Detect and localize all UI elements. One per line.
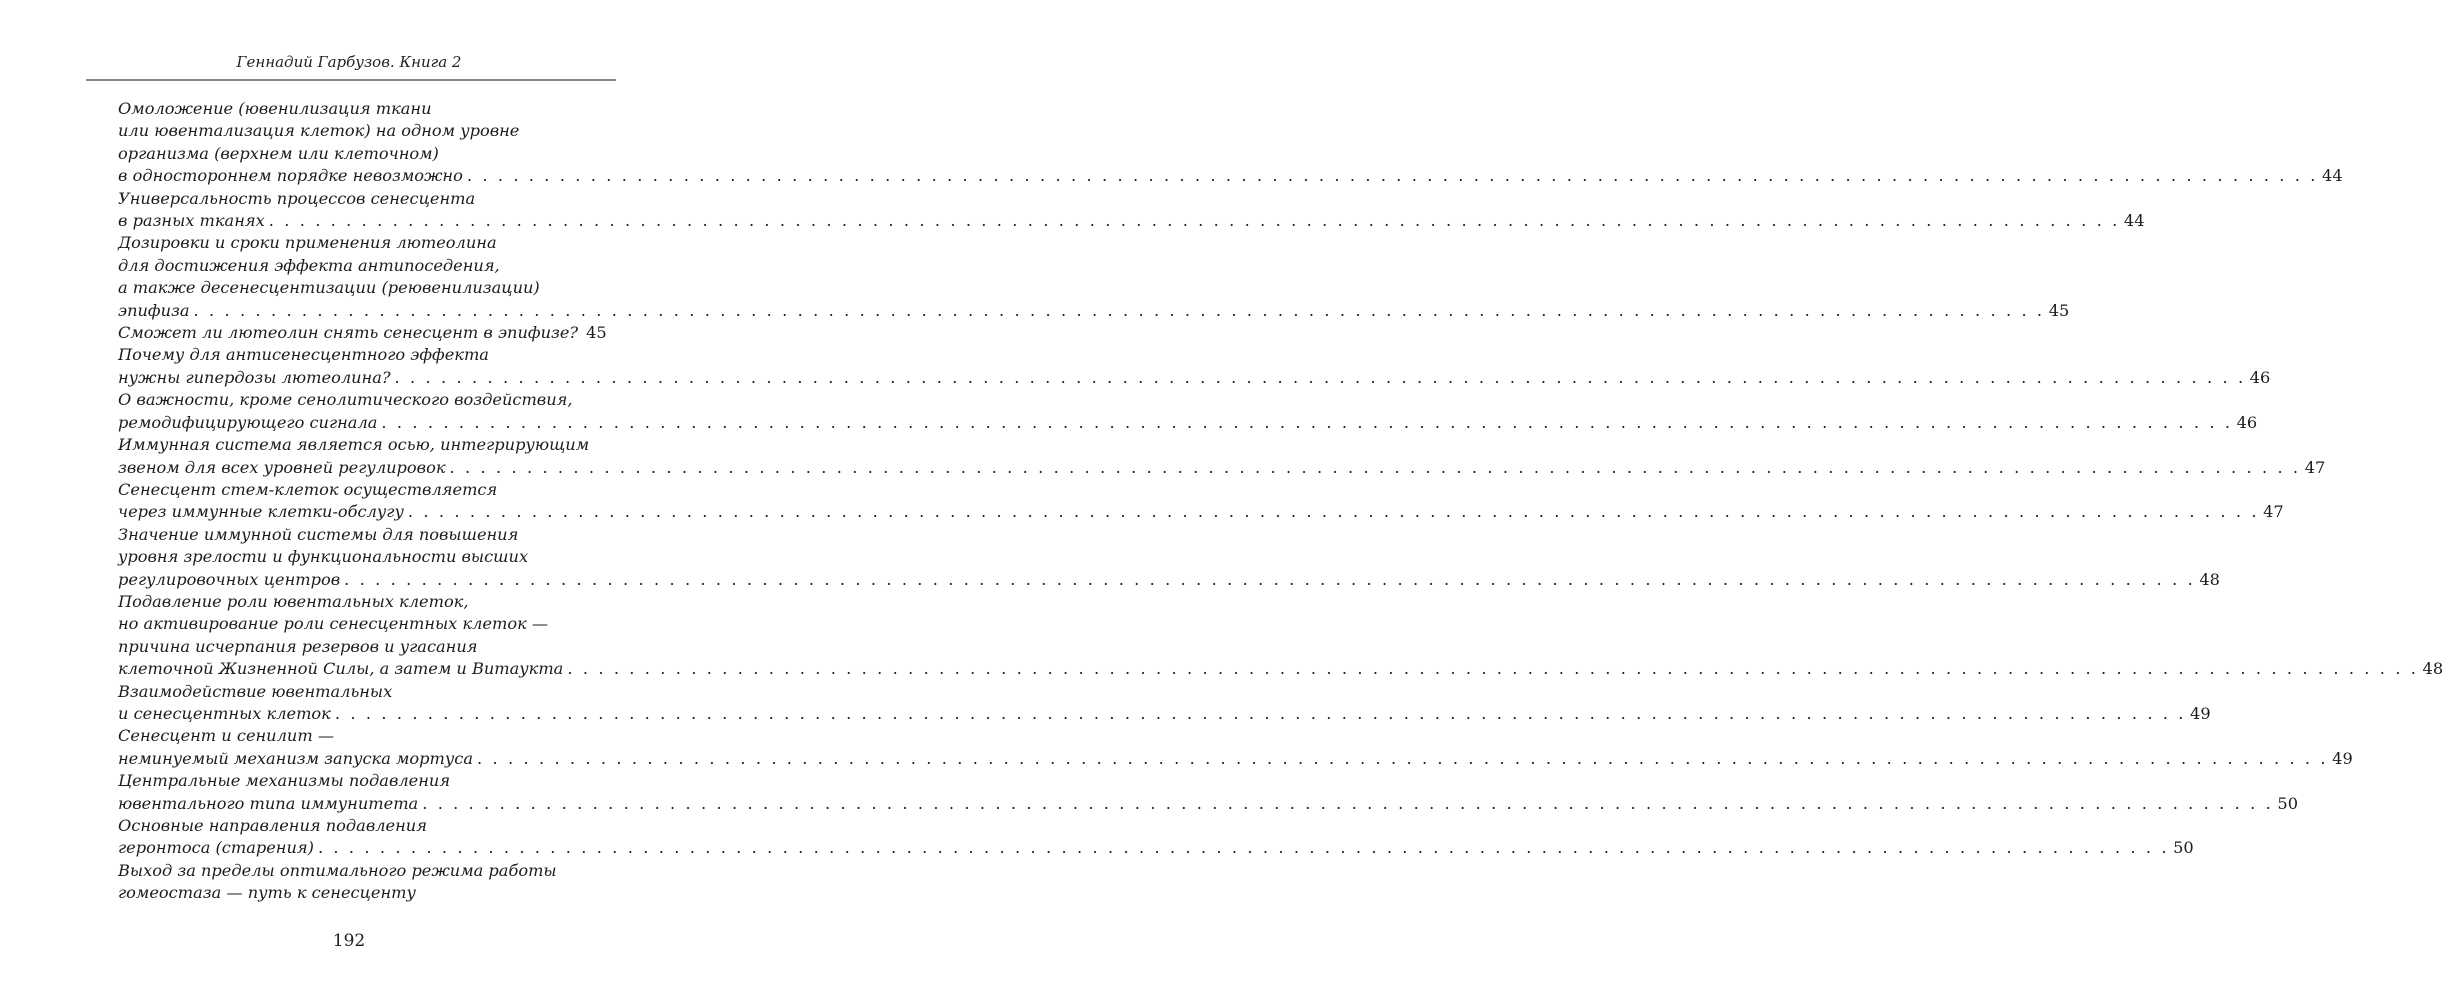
toc-entry-text: Значение иммунной системы для повышения [118,524,519,544]
toc-entry [118,98,2343,188]
toc-entry-text: регулировочных центров [118,569,341,589]
header-rule [86,79,616,81]
toc-entry-text: Основные направления подавления [118,816,427,835]
toc-entry-text: или ювентализация клеток) на одном уровне [118,121,520,141]
toc-entry-text: а также десенесцентизации (реювенилизации) [118,278,540,298]
toc-entry-text: Подавление роли ювентальных клеток, [118,591,469,611]
toc-entry-text: клеточной Жизненной Силы, а затем и Витаукта [118,659,564,679]
toc-entry [118,188,2145,233]
toc-entry-last-line [118,748,2353,770]
toc-entry-page: 46 [2249,367,2271,387]
toc-entry-text: гомеостаза — путь к сенесценту [118,883,416,903]
dot-leader: . . . . . . . . . . . . . . . . . . . . . . . . . . . . . . . . . . . . . . . . . . . . . . . . . . . . . . . . . . . . . . . . . . . . . . . . . . . . . . . . . . . . . . . . . . . . . . . . . . . . . . . . . . . . . . . . . . . . . . . . [449,457,2301,477]
toc-entry-text: Сенесцент и сенилит — [118,726,335,746]
toc-entry-last-line [118,501,2284,523]
toc-entry [118,725,2353,770]
dot-leader: . . . . . . . . . . . . . . . . . . . . . . . . . . . . . . . . . . . . . . . . . . . . . . . . . . . . . . . . . . . . . . . . . . . . . . . . . . . . . . . . . . . . . . . . . . . . . . . . . . . . . . . . . . . . . . . . . . . . . . . . [334,703,2187,723]
toc-entry [118,681,2211,726]
toc-entry-last-line [118,457,2326,479]
toc-entry [118,434,2326,479]
toc-entry-text: и сенесцентных клеток [118,703,331,723]
toc-entry-text: Сможет ли лютеолин снять сенесцент в эпифизе? [118,323,579,343]
toc-entry-last-line [118,322,607,344]
table-of-contents [118,98,2443,905]
toc-entry-text: Универсальность процессов сенесцента [118,188,476,208]
toc-entry-text: уровня зрелости и функциональности высших [118,547,529,567]
toc-entry-page: 50 [2173,838,2194,858]
toc-entry [118,322,607,344]
toc-entry-text: Иммунная система является осью, интегрирующим [118,435,590,455]
toc-entry-text: организма (верхнем или клеточном) [118,143,439,163]
toc-entry-page: 48 [2199,569,2220,589]
toc-entry-text: в разных тканях [118,211,265,231]
toc-entry-last-line [118,569,2220,591]
toc-entry-last-line [118,300,2070,322]
toc-entry-page: 44 [2123,211,2145,231]
dot-leader: . . . . . . . . . . . . . . . . . . . . . . . . . . . . . . . . . . . . . . . . . . . . . . . . . . . . . . . . . . . . . . . . . . . . . . . . . . . . . . . . . . . . . . . . . . . . . . . . . . . . . . . . . . . . . . . . . . . . . . . . [317,838,2170,858]
toc-entry [118,232,2070,322]
toc-entry-page: 47 [2263,502,2284,522]
toc-entry-last-line [118,658,2443,680]
toc-entry-text: ремодифицирующего сигнала [118,412,378,432]
toc-entry-page: 45 [586,323,607,343]
dot-leader: . . . . . . . . . . . . . . . . . . . . . . . . . . . . . . . . . . . . . . . . . . . . . . . . . . . . . . . . . . . . . . . . . . . . . . . . . . . . . . . . . . . . . . . . . . . . . . . . . . . . . . . . . . . . . . . . . . . . . . . . [193,300,2045,320]
toc-entry [118,770,2298,815]
toc-entry-text: Дозировки и сроки применения лютеолина [118,233,497,253]
toc-entry-last-line [118,703,2211,725]
dot-leader: . . . . . . . . . . . . . . . . . . . . . . . . . . . . . . . . . . . . . . . . . . . . . . . . . . . . . . . . . . . . . . . . . . . . . . . . . . . . . . . . . . . . . . . . . . . . . . . . . . . . . . . . . . . . . . . . . . . . . . . . [466,166,2319,186]
toc-entry-page: 49 [2190,703,2211,723]
toc-entry-text: Сенесцент стем-клеток осуществляется [118,479,498,499]
toc-entry-text: Выход за пределы оптимального режима работы [118,860,557,880]
toc-entry [118,591,2443,681]
toc-entry-text: Взаимодействие ювентальных [118,681,393,701]
toc-entry-page: 46 [2236,412,2258,432]
toc-entry-page: 47 [2304,457,2326,477]
dot-leader: . . . . . . . . . . . . . . . . . . . . . . . . . . . . . . . . . . . . . . . . . . . . . . . . . . . . . . . . . . . . . . . . . . . . . . . . . . . . . . . . . . . . . . . . . . . . . . . . . . . . . . . . . . . . . . . . . . . . . . . . [394,367,2246,387]
toc-entry-page: 50 [2277,793,2298,813]
toc-entry-text: причина исчерпания резервов и угасания [118,636,478,656]
toc-entry [118,524,2220,591]
toc-entry [118,389,2258,434]
toc-entry-last-line [118,367,2271,389]
dot-leader: . . . . . . . . . . . . . . . . . . . . . . . . . . . . . . . . . . . . . . . . . . . . . . . . . . . . . . . . . . . . . . . . . . . . . . . . . . . . . . . . . . . . . . . . . . . . . . . . . . . . . . . . . . . . . . . . . . . . . . . . [422,793,2274,813]
toc-entry [118,860,602,905]
toc-entry-text: геронтоса (старения) [118,838,314,858]
dot-leader: . . . . . . . . . . . . . . . . . . . . . . . . . . . . . . . . . . . . . . . . . . . . . . . . . . . . . . . . . . . . . . . . . . . . . . . . . . . . . . . . . . . . . . . . . . . . . . . . . . . . . . . . . . . . . . . . . . . . . . . . [268,211,2120,231]
dot-leader: . . . . . . . . . . . . . . . . . . . . . . . . . . . . . . . . . . . . . . . . . . . . . . . . . . . . . . . . . . . . . . . . . . . . . . . . . . . . . . . . . . . . . . . . . . . . . . . . . . . . . . . . . . . . . . . . . . . . . . . . [407,502,2260,522]
toc-entry-text: Почему для антисенесцентного эффекта [118,345,489,365]
toc-entry-page: 45 [2048,300,2070,320]
toc-entry-text: но активирование роли сенесцентных клеток — [118,614,549,634]
toc-entry [118,479,2284,524]
toc-entry-text: звеном для всех уровней регулировок [118,457,446,477]
toc-entry-last-line [118,837,2194,859]
dot-leader: . . . . . . . . . . . . . . . . . . . . . . . . . . . . . . . . . . . . . . . . . . . . . . . . . . . . . . . . . . . . . . . . . . . . . . . . . . . . . . . . . . . . . . . . . . . . . . . . . . . . . . . . . . . . . . . . . . . . . . . . [567,659,2419,679]
toc-entry-text: для достижения эффекта антипоседения, [118,255,500,275]
toc-entry-page: 49 [2332,748,2353,768]
toc-entry-text: ювентального типа иммунитета [118,793,419,813]
toc-entry-text: эпифиза [118,300,190,320]
toc-entry-page: 48 [2422,659,2443,679]
toc-entry-text: Центральные механизмы подавления [118,771,451,791]
toc-entry-last-line [118,165,2343,187]
toc-entry-text: в одностороннем порядке невозможно [118,166,463,186]
dot-leader: . . . . . . . . . . . . . . . . . . . . . . . . . . . . . . . . . . . . . . . . . . . . . . . . . . . . . . . . . . . . . . . . . . . . . . . . . . . . . . . . . . . . . . . . . . . . . . . . . . . . . . . . . . . . . . . . . . . . . . . . [476,748,2329,768]
toc-entry [118,815,2194,860]
toc-entry-text: через иммунные клетки-обслугу [118,502,404,522]
toc-entry-text: Омоложение (ювенилизация ткани [118,99,432,118]
toc-entry-last-line [118,412,2258,434]
dot-leader: . . . . . . . . . . . . . . . . . . . . . . . . . . . . . . . . . . . . . . . . . . . . . . . . . . . . . . . . . . . . . . . . . . . . . . . . . . . . . . . . . . . . . . . . . . . . . . . . . . . . . . . . . . . . . . . . . . . . . . . . [344,569,2196,589]
toc-entry-text: нужны гипердозы лютеолина? [118,367,391,387]
toc-entry-last-line [118,210,2145,232]
toc-entry-text: неминуемый механизм запуска мортуса [118,748,473,768]
toc-entry-page: 44 [2322,166,2343,186]
running-header: Геннадий Гарбузов. Книга 2 [236,53,462,71]
page-number: 192 [332,931,366,951]
toc-entry-last-line [118,793,2298,815]
toc-entry-text: О важности, кроме сенолитического воздействия, [118,390,573,410]
dot-leader: . . . . . . . . . . . . . . . . . . . . . . . . . . . . . . . . . . . . . . . . . . . . . . . . . . . . . . . . . . . . . . . . . . . . . . . . . . . . . . . . . . . . . . . . . . . . . . . . . . . . . . . . . . . . . . . . . . . . . . . . [381,412,2233,432]
toc-entry [118,344,2271,389]
